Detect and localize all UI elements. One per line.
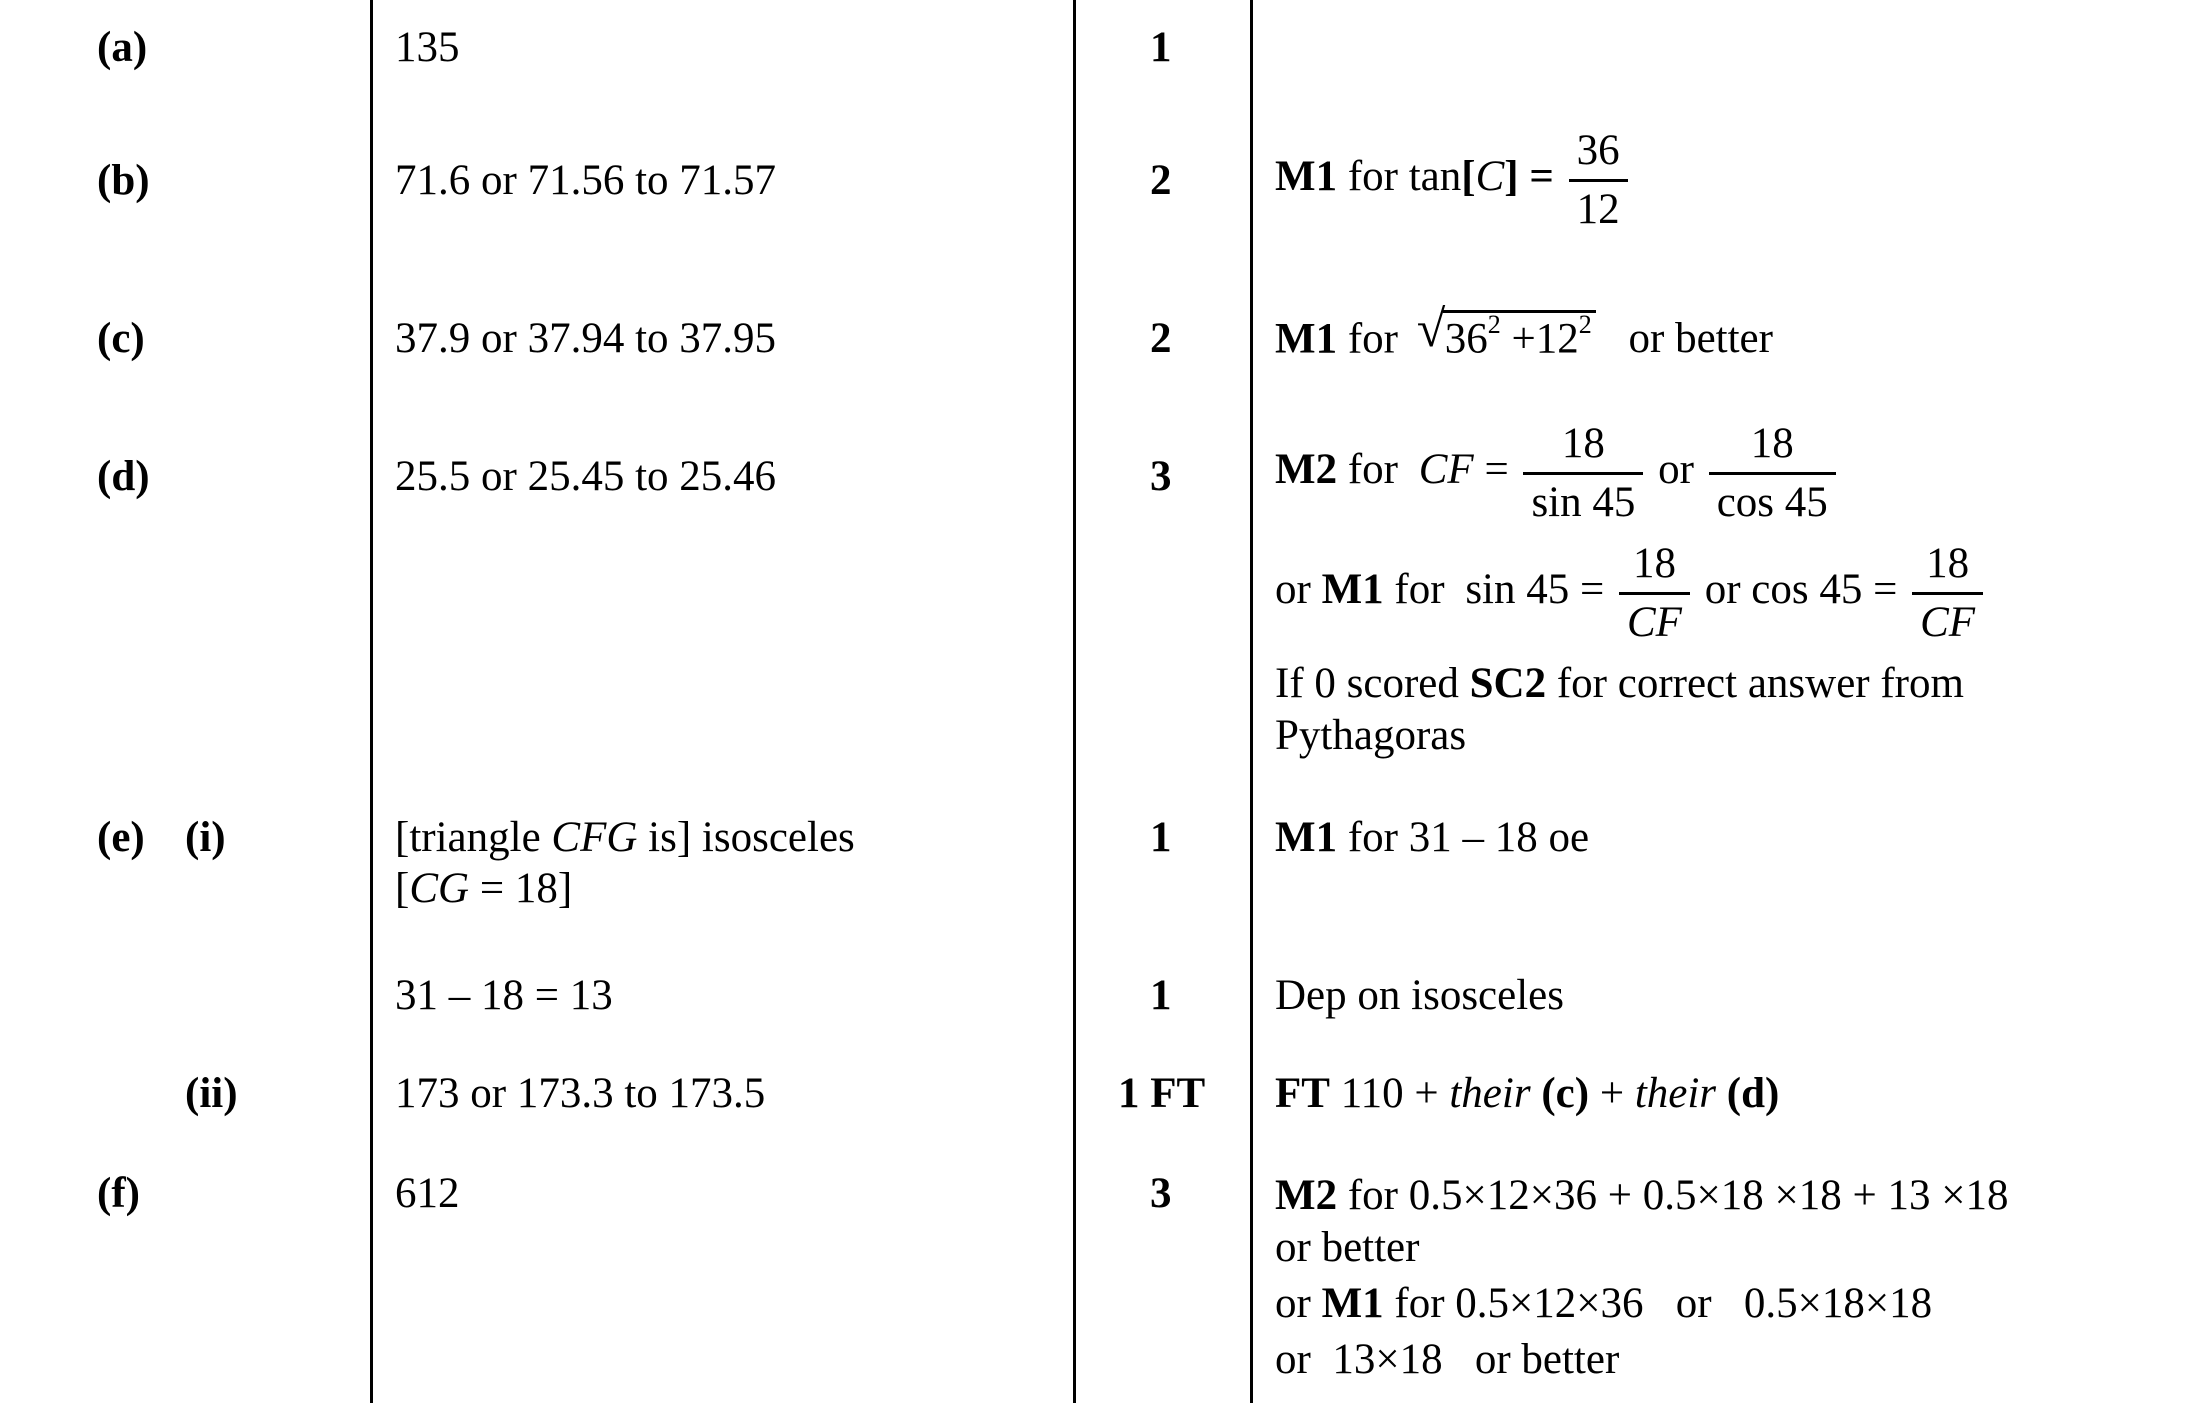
answer-e-i-line2 — [395, 863, 572, 915]
answer-a: 135 — [395, 24, 460, 71]
or-text: or — [1704, 565, 1741, 613]
mark-code: M1 — [1275, 315, 1338, 363]
mark-code: FT — [1275, 1070, 1330, 1117]
variable: C — [1475, 152, 1505, 200]
fraction — [1523, 418, 1643, 528]
answer-e-ii: 173 or 173.3 to 173.5 — [395, 1070, 766, 1117]
part-label-b: (b) — [97, 157, 150, 204]
marks-b: 2 — [1150, 157, 1172, 204]
marks-e-ii: 1 FT — [1118, 1070, 1206, 1117]
numerator: 18 — [1709, 418, 1836, 475]
equals: = — [1518, 152, 1554, 200]
column-divider-2 — [1073, 0, 1076, 1403]
answer-f: 612 — [395, 1170, 460, 1217]
answer-e-i-line1 — [395, 812, 855, 864]
guidance-d-line1 — [1275, 418, 1840, 528]
numerator: 36 — [1569, 125, 1628, 182]
answer-text: is] isosceles — [637, 814, 855, 861]
marks-d: 3 — [1150, 453, 1172, 500]
guidance-text: their — [1634, 1070, 1717, 1117]
fraction — [1619, 538, 1690, 648]
denominator: CF — [1627, 598, 1682, 646]
guidance-text: for — [1394, 565, 1445, 613]
lhs: sin 45 = — [1465, 565, 1605, 613]
part-reference: (c) — [1541, 1070, 1590, 1117]
part-label-d: (d) — [97, 453, 150, 500]
mark-code: M2 — [1275, 1172, 1338, 1219]
marks-e-i-2: 1 — [1150, 972, 1172, 1019]
part-label-a: (a) — [97, 24, 148, 71]
numerator: 18 — [1523, 418, 1643, 475]
guidance-text: + — [1589, 1070, 1635, 1117]
guidance-text: for correct answer from — [1546, 660, 1964, 707]
guidance-e-i-1 — [1275, 812, 1589, 864]
guidance-text: for 0.5×12×36 or 0.5×18×18 — [1383, 1280, 1933, 1327]
variable: CG — [409, 865, 470, 912]
denominator: CF — [1920, 598, 1976, 646]
guidance-text: for 0.5×12×36 + 0.5×18 ×18 + 13 ×18 — [1337, 1172, 2009, 1219]
guidance-f-line3 — [1275, 1278, 1932, 1330]
guidance-d-line2 — [1275, 538, 1987, 648]
fraction — [1912, 538, 1983, 648]
denominator: sin 45 — [1531, 478, 1636, 526]
subpart-label-ii: (ii) — [185, 1070, 238, 1117]
guidance-d-line4: Pythagoras — [1275, 712, 1467, 759]
marks-c: 2 — [1150, 315, 1172, 362]
marks-e-i-1: 1 — [1150, 814, 1172, 861]
part-label-c: (c) — [97, 315, 145, 362]
guidance-e-i-2: Dep on isosceles — [1275, 972, 1564, 1019]
mark-code: M2 — [1275, 445, 1338, 493]
variable: CFG — [551, 814, 638, 861]
answer-text: = 18] — [469, 865, 573, 912]
guidance-text: If 0 scored — [1275, 660, 1470, 707]
guidance-b — [1275, 125, 1632, 235]
guidance-f-line1 — [1275, 1170, 2009, 1222]
part-label-e: (e) — [97, 814, 145, 861]
answer-e-i-line3: 31 – 18 = 13 — [395, 972, 613, 1019]
denominator: cos 45 — [1716, 478, 1828, 526]
guidance-text: for tan — [1347, 152, 1462, 200]
bracket: ] — [1504, 152, 1519, 200]
or-text: or — [1658, 445, 1694, 493]
part-label-f: (f) — [97, 1170, 140, 1217]
radicand-a: 36 — [1444, 315, 1488, 363]
mark-code: M1 — [1321, 1280, 1384, 1327]
answer-c: 37.9 or 37.94 to 37.95 — [395, 315, 777, 362]
guidance-text: for — [1347, 315, 1398, 363]
mark-code: M1 — [1321, 565, 1384, 613]
marks-f: 3 — [1150, 1170, 1172, 1217]
answer-text: [triangle — [395, 814, 552, 861]
column-divider-1 — [370, 0, 373, 1403]
guidance-e-ii — [1275, 1068, 1779, 1120]
answer-b: 71.6 or 71.56 to 71.57 — [395, 157, 777, 204]
part-reference: (d) — [1726, 1070, 1780, 1117]
lhs: cos 45 = — [1751, 565, 1898, 613]
radicand-b: 12 — [1535, 315, 1579, 363]
square-root — [1416, 301, 1596, 365]
guidance-f-line4: or 13×18 or better — [1275, 1336, 1620, 1383]
guidance-text: 110 + — [1329, 1070, 1450, 1117]
exponent: 2 — [1487, 310, 1501, 339]
guidance-text: for 31 – 18 oe — [1337, 814, 1590, 861]
numerator: 18 — [1619, 538, 1690, 595]
variable: CF — [1418, 445, 1474, 493]
guidance-f-line2: or better — [1275, 1224, 1420, 1271]
bracket: [ — [1461, 152, 1476, 200]
guidance-tail: or better — [1628, 315, 1773, 363]
or-text: or — [1275, 565, 1311, 613]
or-text: or — [1275, 1280, 1322, 1327]
equals: = — [1473, 445, 1509, 493]
fraction — [1569, 125, 1628, 235]
mark-code: M1 — [1275, 814, 1338, 861]
guidance-c — [1275, 301, 1773, 365]
guidance-text: for — [1347, 445, 1398, 493]
radical-sign-icon: √ — [1416, 301, 1446, 358]
answer-d: 25.5 or 25.45 to 25.46 — [395, 453, 777, 500]
guidance-d-line3 — [1275, 658, 1964, 710]
guidance-text: their — [1449, 1070, 1531, 1117]
exponent: 2 — [1578, 310, 1592, 339]
subpart-label-i: (i) — [185, 814, 226, 861]
mark-code: SC2 — [1469, 660, 1547, 707]
fraction — [1709, 418, 1836, 528]
mark-code: M1 — [1275, 152, 1338, 200]
marks-a: 1 — [1150, 24, 1172, 71]
column-divider-3 — [1250, 0, 1253, 1403]
bracket: [ — [395, 865, 410, 912]
numerator: 18 — [1912, 538, 1983, 595]
plus: + — [1500, 315, 1536, 363]
denominator: 12 — [1576, 185, 1620, 233]
